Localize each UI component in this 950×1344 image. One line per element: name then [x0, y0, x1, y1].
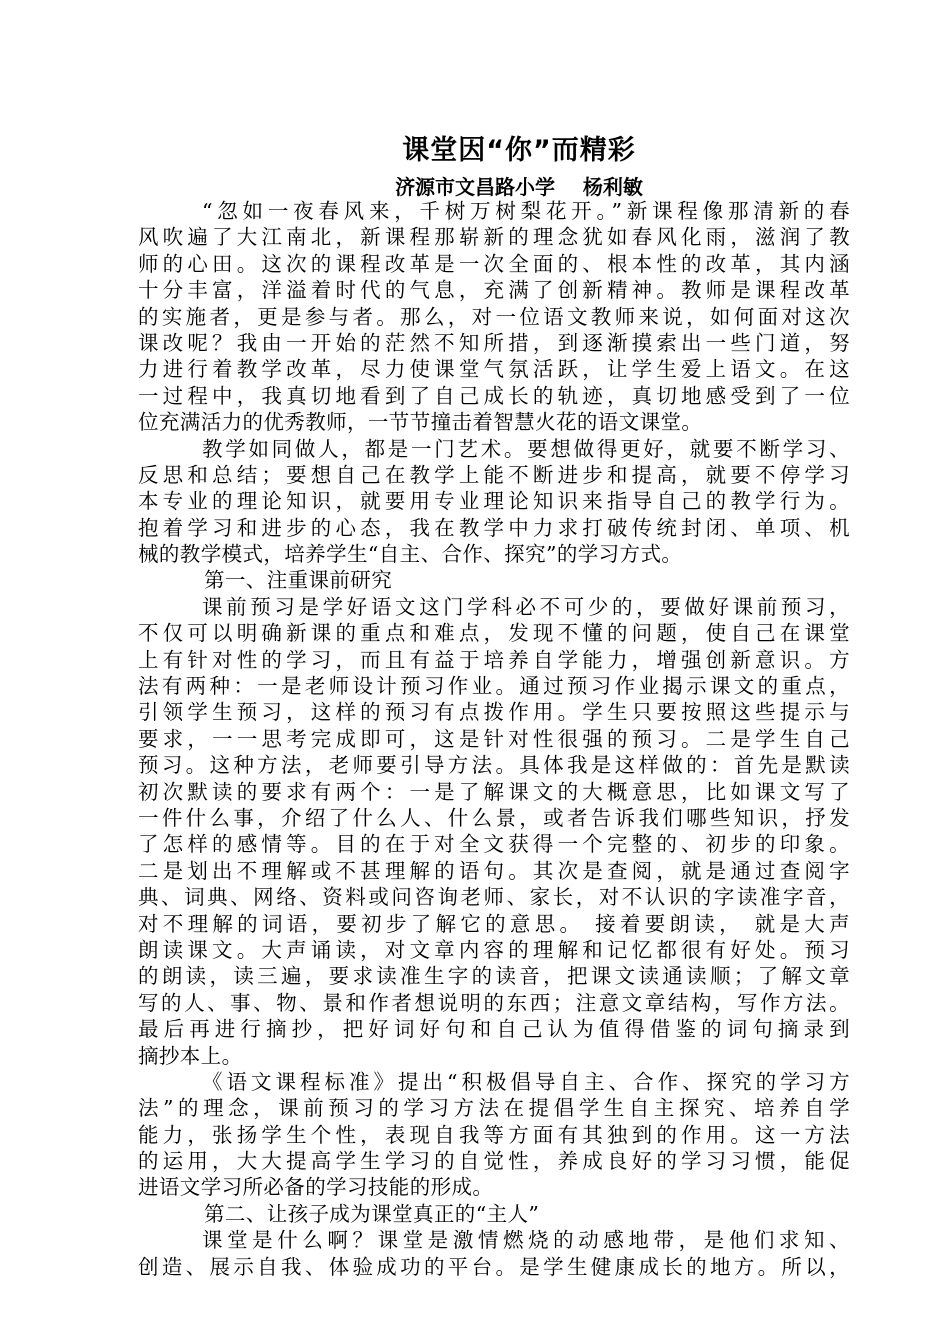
document-title: 课堂因“你”而精彩: [402, 135, 636, 166]
text-line: 创造、展示自我、体验成功的平台。是学生健康成长的地方。所以，: [138, 1254, 850, 1279]
text-line: 师的心田。这次的课程改革是一次全面的、根本性的改革，其内涵: [138, 251, 850, 276]
text-line: 本专业的理论知识，就要用专业理论知识来指导自己的教学行为。: [138, 489, 850, 514]
text-line: 一件什么事，介绍了什么人、什么景，或者告诉我们哪些知识，抒发: [138, 805, 850, 830]
text-line: 摘抄本上。: [138, 1043, 243, 1068]
text-line: 法”的理念，课前预习的学习方法在提倡学生自主探究、培养自学: [138, 1096, 850, 1121]
text-line: 初次默读的要求有两个：一是了解课文的大概意思，比如课文写了: [138, 779, 850, 804]
text-line: 引领学生预习，这样的预习有点拨作用。学生只要按照这些提示与: [138, 700, 850, 725]
text-line: 要求，一一思考完成即可，这是针对性很强的预习。二是学生自己: [138, 726, 850, 751]
text-line: 课改呢？我由一开始的茫然不知所措，到逐渐摸索出一些门道，努: [138, 330, 850, 355]
author-byline: 济源市文昌路小学 杨利敏: [395, 175, 643, 199]
text-line: 的实施者，更是参与者。那么，对一位语文教师来说，如何面对这次: [138, 304, 850, 329]
text-line: 最后再进行摘抄，把好词好句和自己认为值得借鉴的词句摘录到: [138, 1017, 850, 1042]
text-line: 课前预习是学好语文这门学科必不可少的，要做好课前预习，: [202, 594, 850, 619]
text-line: 二是划出不理解或不甚理解的语句。其次是查阅，就是通过查阅字: [138, 858, 850, 883]
text-line: 能力，张扬学生个性，表现自我等方面有其独到的作用。这一方法: [138, 1122, 850, 1147]
text-line: 位充满活力的优秀教师，一节节撞击着智慧火花的语文课堂。: [138, 410, 703, 435]
section-heading: 第一、注重课前研究: [204, 568, 393, 593]
text-line: 的运用，大大提高学生学习的自觉性，养成良好的学习习惯，能促: [138, 1149, 850, 1174]
text-line: 写的人、事、物、景和作者想说明的东西；注意文章结构，写作方法。: [138, 990, 850, 1015]
text-line: 进语文学习所必备的学习技能的形成。: [138, 1175, 494, 1200]
text-line: 力进行着教学改革，尽力使课堂气氛活跃，让学生爱上语文。在这: [138, 357, 850, 382]
text-line: 了怎样的感情等。目的在于对全文获得一个完整的、初步的印象。: [138, 832, 850, 857]
text-line: 械的教学模式，培养学生“自主、合作、探究”的学习方式。: [138, 542, 683, 567]
text-line: 法有两种：一是老师设计预习作业。通过预习作业揭示课文的重点，: [138, 674, 850, 699]
text-line: 抱着学习和进步的心态，我在教学中力求打破传统封闭、单项、机: [138, 515, 850, 540]
text-line: 朗读课文。大声诵读，对文章内容的理解和记忆都很有好处。预习: [138, 937, 850, 962]
text-line: 课堂是什么啊？课堂是激情燃烧的动感地带，是他们求知、: [202, 1228, 850, 1253]
section-heading: 第二、让孩子成为课堂真正的“主人”: [204, 1201, 540, 1226]
text-line: 上有针对性的学习，而且有益于培养自学能力，增强创新意识。方: [138, 647, 850, 672]
text-line: “忽如一夜春风来，千树万树梨花开。”新课程像那清新的春: [202, 199, 850, 223]
text-line: 《语文课程标准》提出“积极倡导自主、合作、探究的学习方: [202, 1069, 850, 1094]
text-line: 典、词典、网络、资料或问咨询老师、家长，对不认识的字读准字音，: [138, 885, 850, 910]
text-line: 教学如同做人，都是一门艺术。要想做得更好，就要不断学习、: [202, 436, 850, 461]
text-line: 风吹遍了大江南北，新课程那崭新的理念犹如春风化雨，滋润了教: [138, 225, 850, 250]
text-line: 反思和总结；要想自己在教学上能不断进步和提高，就要不停学习: [138, 462, 850, 487]
text-line: 的朗读，读三遍，要求读准生字的读音，把课文读通读顺；了解文章: [138, 964, 850, 989]
body-text: [138, 198, 850, 1280]
text-line: 一过程中，我真切地看到了自己成长的轨迹，真切地感受到了一位: [138, 383, 850, 408]
text-line: 对不理解的词语，要初步了解它的意思。 接着要朗读， 就是大声: [138, 911, 850, 936]
text-line: 不仅可以明确新课的重点和难点，发现不懂的问题，使自己在课堂: [138, 621, 850, 646]
text-line: 预习。这种方法，老师要引导方法。具体我是这样做的：首先是默读: [138, 753, 850, 778]
text-line: 十分丰富，洋溢着时代的气息，充满了创新精神。教师是课程改革: [138, 278, 850, 303]
